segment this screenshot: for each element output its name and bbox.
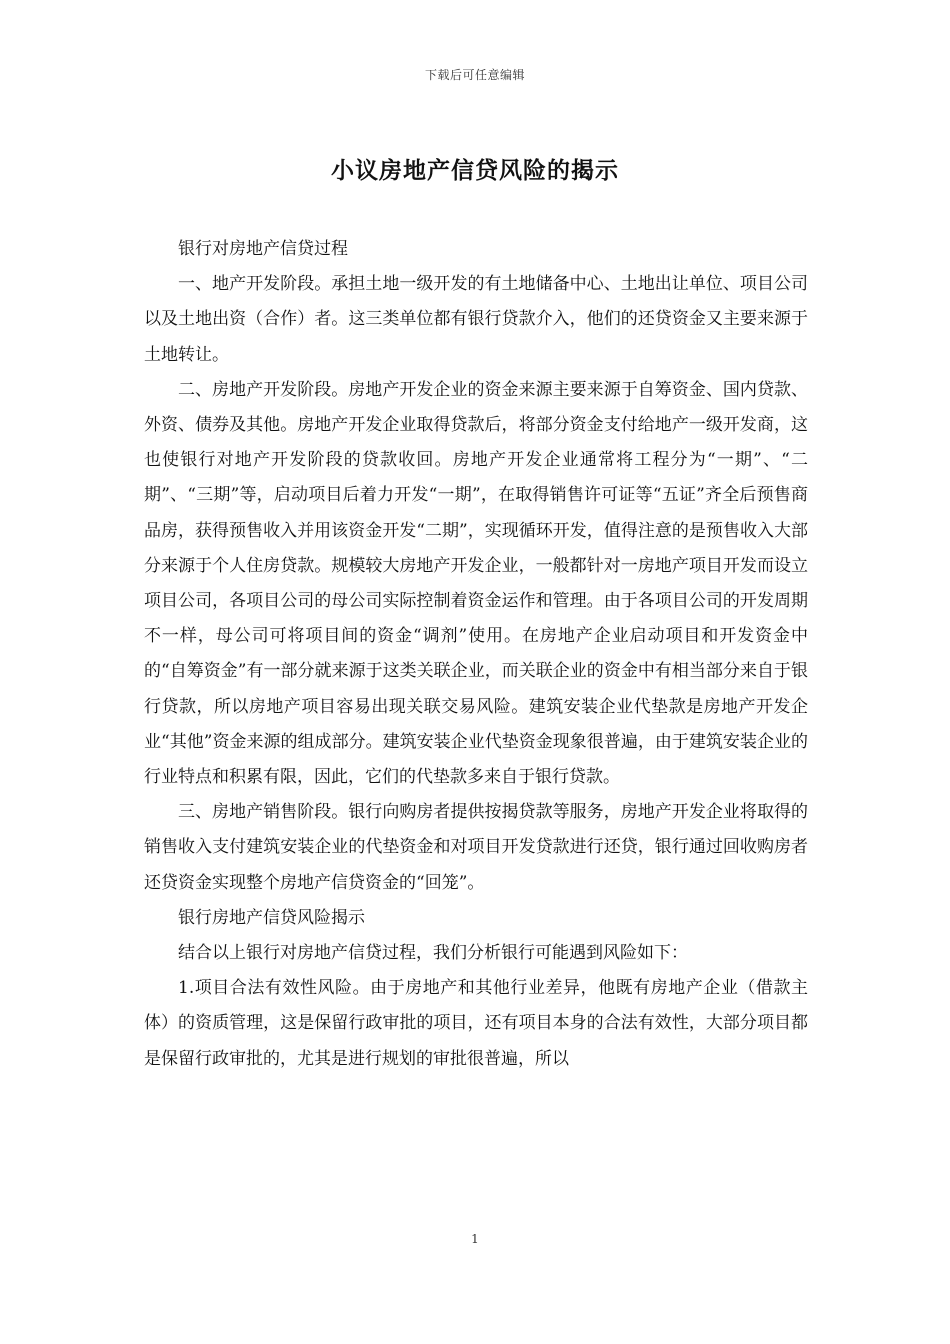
document-body — [144, 232, 808, 1077]
paragraph: 银行房地产信贷风险揭示 — [178, 907, 365, 928]
page-header: 下载后可任意编辑 — [424, 68, 525, 82]
paragraph: 1.项目合法有效性风险。由于房地产和其他行业差异，他既有房地产企业（借款主体）的资质管理，这是保留行政审批的项目，还有项目本身的合法有效性，大部分项目都是保留行政审批的，尤其是进行规划的审批很普遍，所以 — [144, 978, 808, 1069]
page-number: 1 — [471, 1232, 479, 1246]
paragraph: 银行对房地产信贷过程 — [178, 239, 348, 259]
paragraph: 结合以上银行对房地产信贷过程，我们分析银行可能遇到风险如下： — [178, 943, 688, 964]
paragraph: 二、房地产开发阶段。房地产开发企业的资金来源主要来源于自筹资金、国内贷款、外资、债券及其他。房地产开发企业取得贷款后，将部分资金支付给地产一级开发商，这也使银行对地产开发阶段的贷款收回。房地产开发企业通常将工程分为“一期”、“二期”、“三期”等，启动项目后着力开发“一期”，在取得销售许可证等“五证”齐全后预售商品房，获得预售收入并用该资金开发“二期”，实现循环开发，值得注意的是预售收入大部分来源于个人住房贷款。规模较大房地产开发企业，一般都针对一房地产项目开发而设立项目公司，各项目公司的母公司实际控制着资金运作和管理。由于各项目公司的开发周期不一样，母公司可将项目间的资金“调剂”使用。在房地产企业启动项目和开发资金中的“自筹资金”有一部分就来源于这类关联企业，而关联企业的资金中有相当部分来自于银行贷款，所以房地产项目容易出现关联交易风险。建筑安装企业代垫款是房地产开发企业“其他”资金来源的组成部分。建筑安装企业代垫资金现象很普遍，由于建筑安装企业的行业特点和积累有限，因此，它们的代垫款多来自于银行贷款。 — [144, 379, 808, 788]
document-title: 小议房地产信贷风险的揭示 — [331, 157, 619, 184]
paragraph: 三、房地产销售阶段。银行向购房者提供按揭贷款等服务，房地产开发企业将取得的销售收入支付建筑安装企业的代垫资金和对项目开发贷款进行还贷，银行通过回收购房者还贷资金实现整个房地产信贷资金的“回笼”。 — [144, 802, 808, 893]
paragraph: 一、地产开发阶段。承担土地一级开发的有土地储备中心、土地出让单位、项目公司以及土地出资（合作）者。这三类单位都有银行贷款介入，他们的还贷资金又主要来源于土地转让。 — [144, 274, 808, 365]
